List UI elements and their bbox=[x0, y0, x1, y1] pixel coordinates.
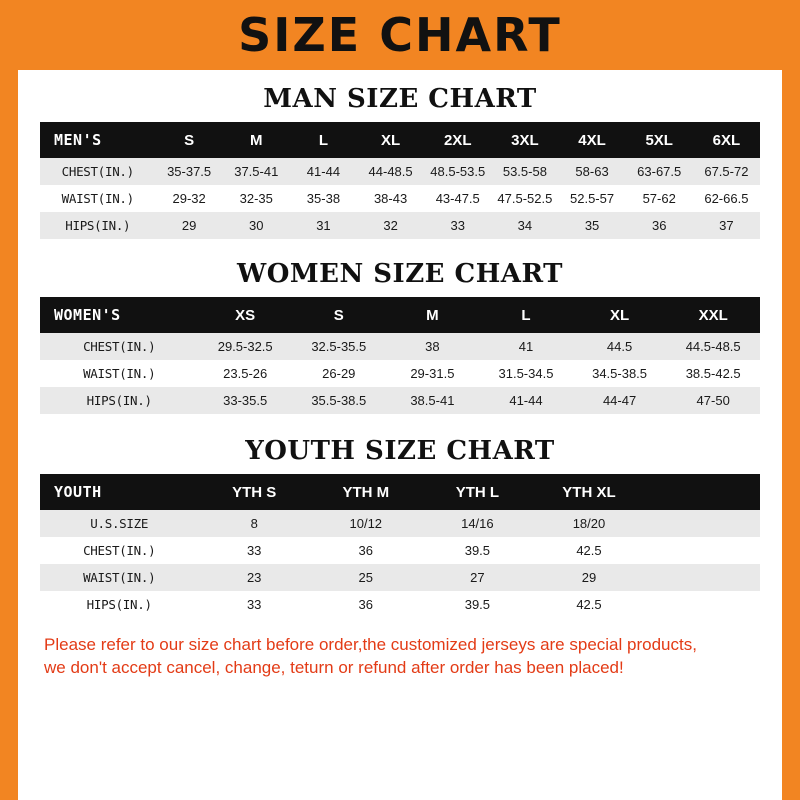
man-cell-2-6: 35 bbox=[558, 212, 625, 239]
man-col-header-4: XL bbox=[357, 122, 424, 158]
notice-line-1: Please refer to our size chart before order,the customized jerseys are special products, bbox=[44, 635, 697, 654]
youth-cell-3-3: 42.5 bbox=[533, 591, 645, 618]
man-cell-1-5: 47.5-52.5 bbox=[491, 185, 558, 212]
table-row bbox=[40, 360, 760, 387]
women-cell-2-3: 41-44 bbox=[479, 387, 573, 414]
youth-col-header-1: YTH S bbox=[198, 474, 310, 510]
man-cell-2-2: 31 bbox=[290, 212, 357, 239]
women-cell-0-5: 44.5-48.5 bbox=[666, 333, 760, 360]
women-cell-1-2: 29-31.5 bbox=[386, 360, 480, 387]
youth-cell-2-0: 23 bbox=[198, 564, 310, 591]
youth-col-header-0: YOUTH bbox=[40, 474, 198, 510]
youth-cell-1-0: 33 bbox=[198, 537, 310, 564]
youth-row-label-0: U.S.SIZE bbox=[40, 510, 198, 537]
youth-col-header-2: YTH M bbox=[310, 474, 422, 510]
man-col-header-5: 2XL bbox=[424, 122, 491, 158]
youth-row-label-2: WAIST(IN.) bbox=[40, 564, 198, 591]
women-cell-1-1: 26-29 bbox=[292, 360, 386, 387]
man-cell-2-3: 32 bbox=[357, 212, 424, 239]
youth-row-label-1: CHEST(IN.) bbox=[40, 537, 198, 564]
man-col-header-3: L bbox=[290, 122, 357, 158]
man-cell-0-0: 35-37.5 bbox=[156, 158, 223, 185]
youth-table-header-row bbox=[40, 474, 760, 510]
man-col-header-9: 6XL bbox=[693, 122, 760, 158]
women-cell-2-5: 47-50 bbox=[666, 387, 760, 414]
man-cell-0-1: 37.5-41 bbox=[223, 158, 290, 185]
youth-cell-2-3: 29 bbox=[533, 564, 645, 591]
youth-size-table bbox=[40, 474, 760, 618]
man-col-header-1: S bbox=[156, 122, 223, 158]
man-row-label-1: WAIST(IN.) bbox=[40, 185, 156, 212]
women-cell-0-3: 41 bbox=[479, 333, 573, 360]
man-cell-2-1: 30 bbox=[223, 212, 290, 239]
women-col-header-3: M bbox=[386, 297, 480, 333]
women-row-label-2: HIPS(IN.) bbox=[40, 387, 198, 414]
youth-cell-1-2: 39.5 bbox=[422, 537, 534, 564]
women-size-table bbox=[40, 297, 760, 414]
man-section-title: MAN SIZE CHART bbox=[263, 84, 537, 114]
youth-cell-0-0: 8 bbox=[198, 510, 310, 537]
man-cell-2-4: 33 bbox=[424, 212, 491, 239]
women-cell-2-0: 33-35.5 bbox=[198, 387, 292, 414]
women-row-label-0: CHEST(IN.) bbox=[40, 333, 198, 360]
youth-col-header-4: YTH XL bbox=[533, 474, 645, 510]
table-row bbox=[40, 591, 760, 618]
man-col-header-2: M bbox=[223, 122, 290, 158]
youth-cell-3-1: 36 bbox=[310, 591, 422, 618]
youth-cell-0-4 bbox=[645, 510, 760, 537]
man-cell-0-8: 67.5-72 bbox=[693, 158, 760, 185]
man-cell-1-2: 35-38 bbox=[290, 185, 357, 212]
youth-section-title: YOUTH SIZE CHART bbox=[245, 436, 555, 466]
youth-cell-0-2: 14/16 bbox=[422, 510, 534, 537]
women-section-title: WOMEN SIZE CHART bbox=[237, 259, 563, 289]
women-cell-2-4: 44-47 bbox=[573, 387, 667, 414]
order-policy-notice bbox=[40, 634, 760, 680]
man-row-label-0: CHEST(IN.) bbox=[40, 158, 156, 185]
table-row bbox=[40, 212, 760, 239]
women-table-header-row bbox=[40, 297, 760, 333]
women-cell-0-4: 44.5 bbox=[573, 333, 667, 360]
table-row bbox=[40, 537, 760, 564]
man-cell-1-6: 52.5-57 bbox=[558, 185, 625, 212]
man-cell-0-2: 41-44 bbox=[290, 158, 357, 185]
man-size-table bbox=[40, 122, 760, 239]
women-cell-2-1: 35.5-38.5 bbox=[292, 387, 386, 414]
women-col-header-4: L bbox=[479, 297, 573, 333]
youth-cell-3-0: 33 bbox=[198, 591, 310, 618]
man-cell-0-5: 53.5-58 bbox=[491, 158, 558, 185]
women-row-label-1: WAIST(IN.) bbox=[40, 360, 198, 387]
table-row bbox=[40, 185, 760, 212]
women-cell-0-1: 32.5-35.5 bbox=[292, 333, 386, 360]
man-cell-2-8: 37 bbox=[693, 212, 760, 239]
women-col-header-0: WOMEN'S bbox=[40, 297, 198, 333]
man-cell-0-3: 44-48.5 bbox=[357, 158, 424, 185]
man-cell-1-1: 32-35 bbox=[223, 185, 290, 212]
table-row bbox=[40, 387, 760, 414]
page-banner bbox=[0, 0, 800, 70]
man-cell-2-5: 34 bbox=[491, 212, 558, 239]
man-cell-1-8: 62-66.5 bbox=[693, 185, 760, 212]
women-cell-1-3: 31.5-34.5 bbox=[479, 360, 573, 387]
youth-cell-3-2: 39.5 bbox=[422, 591, 534, 618]
content-area bbox=[18, 84, 782, 680]
man-cell-0-6: 58-63 bbox=[558, 158, 625, 185]
man-cell-1-0: 29-32 bbox=[156, 185, 223, 212]
table-row bbox=[40, 333, 760, 360]
man-cell-1-3: 38-43 bbox=[357, 185, 424, 212]
table-row bbox=[40, 158, 760, 185]
notice-line-2: we don't accept cancel, change, teturn or refund after order has been placed! bbox=[44, 657, 624, 677]
table-row bbox=[40, 564, 760, 591]
youth-cell-0-1: 10/12 bbox=[310, 510, 422, 537]
youth-col-header-5 bbox=[645, 474, 760, 510]
youth-cell-2-2: 27 bbox=[422, 564, 534, 591]
man-col-header-0: MEN'S bbox=[40, 122, 156, 158]
women-cell-1-5: 38.5-42.5 bbox=[666, 360, 760, 387]
youth-col-header-3: YTH L bbox=[422, 474, 534, 510]
youth-cell-1-3: 42.5 bbox=[533, 537, 645, 564]
man-cell-2-0: 29 bbox=[156, 212, 223, 239]
man-cell-1-7: 57-62 bbox=[626, 185, 693, 212]
women-cell-2-2: 38.5-41 bbox=[386, 387, 480, 414]
man-col-header-8: 5XL bbox=[626, 122, 693, 158]
page-title: SIZE CHART bbox=[238, 8, 562, 62]
women-cell-0-2: 38 bbox=[386, 333, 480, 360]
women-cell-1-0: 23.5-26 bbox=[198, 360, 292, 387]
man-cell-0-4: 48.5-53.5 bbox=[424, 158, 491, 185]
youth-cell-2-4 bbox=[645, 564, 760, 591]
women-col-header-6: XXL bbox=[666, 297, 760, 333]
table-row bbox=[40, 510, 760, 537]
man-cell-0-7: 63-67.5 bbox=[626, 158, 693, 185]
women-cell-0-0: 29.5-32.5 bbox=[198, 333, 292, 360]
youth-cell-1-4 bbox=[645, 537, 760, 564]
man-row-label-2: HIPS(IN.) bbox=[40, 212, 156, 239]
women-cell-1-4: 34.5-38.5 bbox=[573, 360, 667, 387]
man-col-header-7: 4XL bbox=[558, 122, 625, 158]
man-cell-2-7: 36 bbox=[626, 212, 693, 239]
women-col-header-5: XL bbox=[573, 297, 667, 333]
youth-cell-3-4 bbox=[645, 591, 760, 618]
man-col-header-6: 3XL bbox=[491, 122, 558, 158]
youth-cell-2-1: 25 bbox=[310, 564, 422, 591]
youth-row-label-3: HIPS(IN.) bbox=[40, 591, 198, 618]
women-col-header-1: XS bbox=[198, 297, 292, 333]
man-cell-1-4: 43-47.5 bbox=[424, 185, 491, 212]
women-col-header-2: S bbox=[292, 297, 386, 333]
youth-cell-0-3: 18/20 bbox=[533, 510, 645, 537]
man-table-header-row bbox=[40, 122, 760, 158]
youth-cell-1-1: 36 bbox=[310, 537, 422, 564]
